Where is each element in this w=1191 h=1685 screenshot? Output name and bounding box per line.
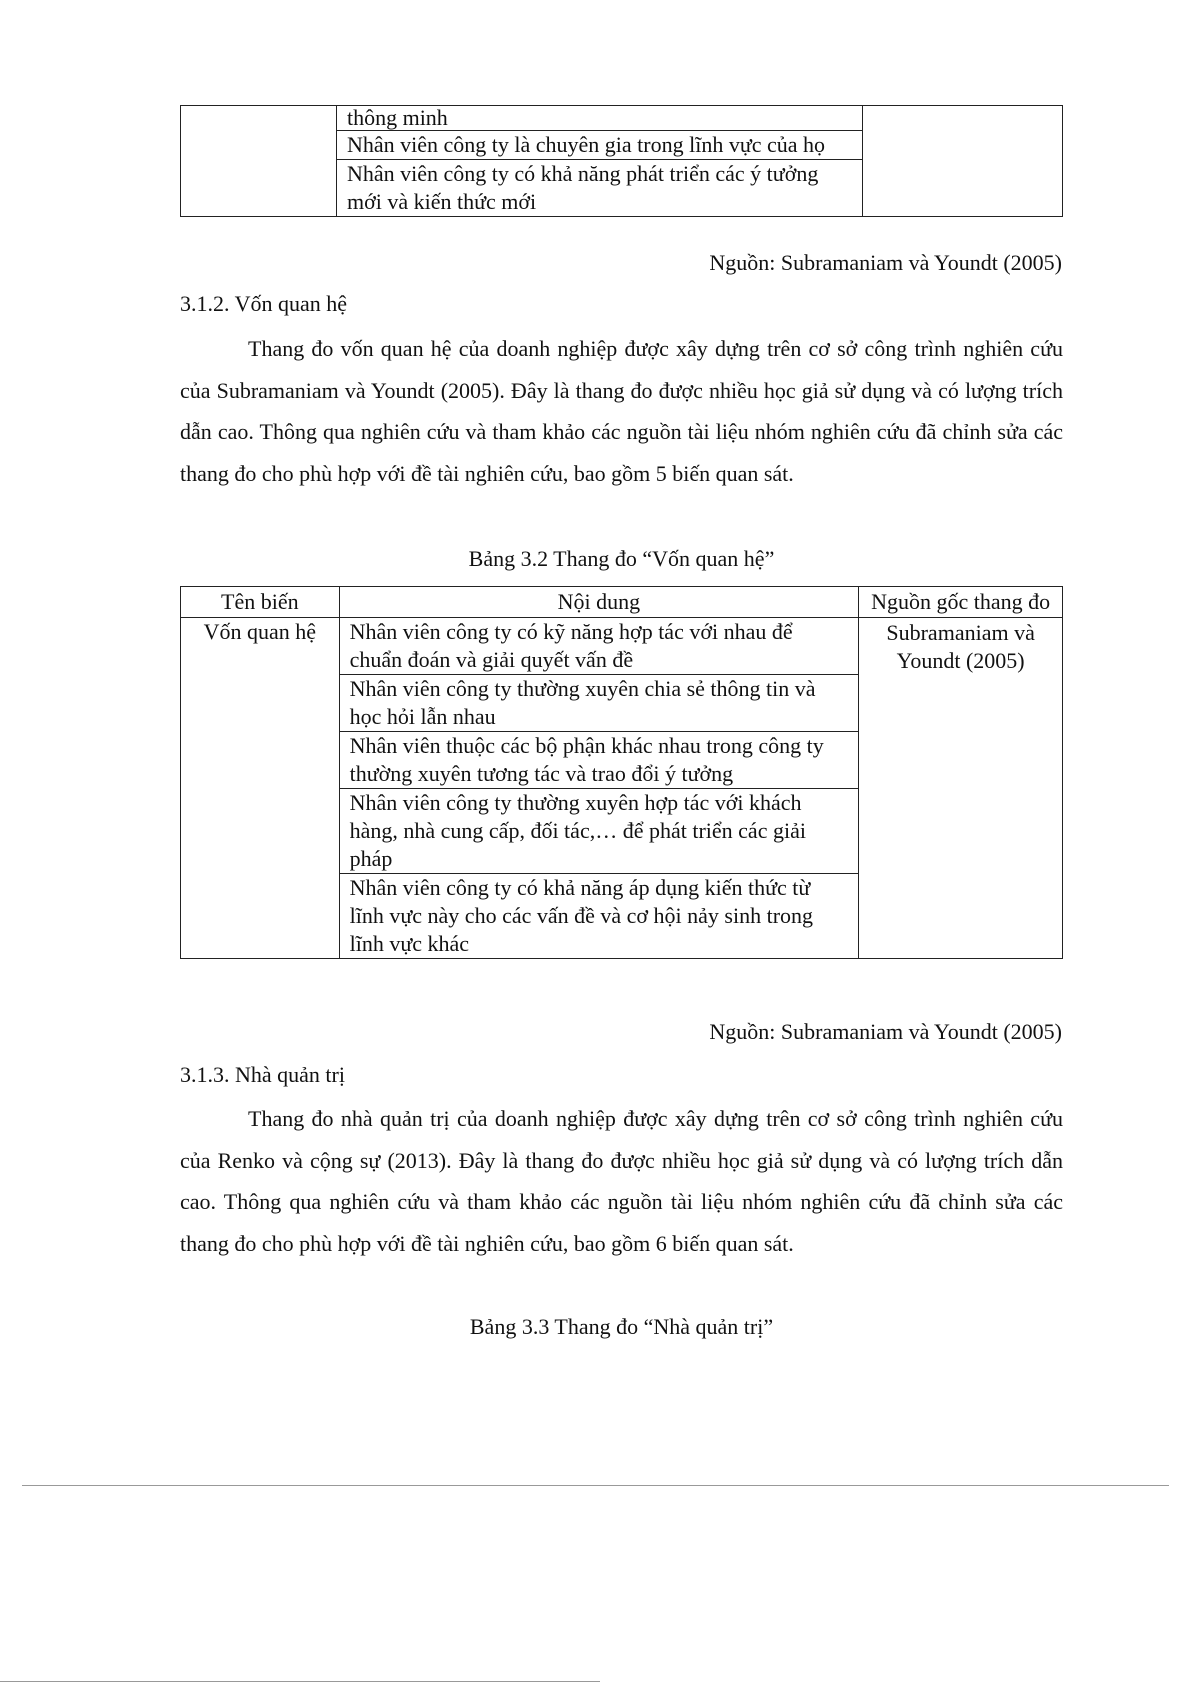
table-row (181, 106, 1063, 131)
table-cell-content: Nhân viên công ty là chuyên gia trong lĩnh vực của họ (336, 131, 862, 160)
table-cell-content: Nhân viên công ty có khả năng áp dụng kiến thức từ lĩnh vực này cho các vấn đề và cơ hội nảy sinh trong lĩnh vực khác (339, 874, 859, 959)
table-source-note: Nguồn: Subramaniam và Youndt (2005) (709, 1019, 1062, 1044)
table-caption-3-3: Bảng 3.3 Thang đo “Nhà quản trị” (469, 1314, 774, 1339)
column-header-variable: Tên biến (181, 587, 340, 618)
table-header-row (181, 587, 1063, 618)
table-cell-content: Nhân viên công ty có khả năng phát triển các ý tưởng mới và kiến thức mới (336, 160, 862, 217)
table-cell-empty (863, 106, 1063, 217)
section-heading-3-1-2: 3.1.2. Vốn quan hệ (180, 291, 348, 316)
table-cell-content: Nhân viên công ty có kỹ năng hợp tác với nhau để chuẩn đoán và giải quyết vấn đề (339, 618, 859, 675)
table-cell-content: Nhân viên công ty thường xuyên chia sẻ thông tin và học hỏi lẫn nhau (339, 675, 859, 732)
origin-cell: Subramaniam và Youndt (2005) (859, 618, 1063, 959)
scale-table-3-2 (180, 586, 1063, 959)
previous-table-continuation (180, 105, 1063, 217)
table-cell-content: Nhân viên công ty thường xuyên hợp tác với khách hàng, nhà cung cấp, đối tác,… để phát triển các giải pháp (339, 789, 859, 874)
section-heading-3-1-3: 3.1.3. Nhà quản trị (180, 1062, 345, 1087)
table-caption-3-2: Bảng 3.2 Thang đo “Vốn quan hệ” (468, 546, 775, 571)
column-header-content: Nội dung (339, 587, 859, 618)
section-paragraph-3-1-2: Thang đo vốn quan hệ của doanh nghiệp được xây dựng trên cơ sở công trình nghiên cứu của Subramaniam và Youndt (2005). Đây là thang đo được nhiều học giả sử dụng và có lượng trích dẫn cao. Thông qua nghiên cứu và tham khảo các nguồn tài liệu nhóm nghiên cứu đã chỉnh sửa các thang đo cho phù hợp với đề tài nghiên cứu, bao gồm 5 biến quan sát. (180, 336, 1063, 486)
table-source-note: Nguồn: Subramaniam và Youndt (2005) (709, 250, 1062, 275)
table-cell-content: thông minh (336, 106, 862, 131)
table-row (181, 618, 1063, 675)
section-paragraph-3-1-3: Thang đo nhà quản trị của doanh nghiệp được xây dựng trên cơ sở công trình nghiên cứu của Renko và cộng sự (2013). Đây là thang đo được nhiều học giả sử dụng và có lượng trích dẫn cao. Thông qua nghiên cứu và tham khảo các nguồn tài liệu nhóm nghiên cứu đã chỉnh sửa các thang đo cho phù hợp với đề tài nghiên cứu, bao gồm 6 biến quan sát. (180, 1106, 1063, 1256)
footer-divider (22, 1485, 1169, 1486)
table-cell-content: Nhân viên thuộc các bộ phận khác nhau trong công ty thường xuyên tương tác và trao đổi ý tưởng (339, 732, 859, 789)
table-cell-empty (181, 106, 337, 217)
variable-name-cell: Vốn quan hệ (181, 618, 340, 959)
bottom-divider (0, 1681, 600, 1682)
column-header-origin: Nguồn gốc thang đo (859, 587, 1063, 618)
